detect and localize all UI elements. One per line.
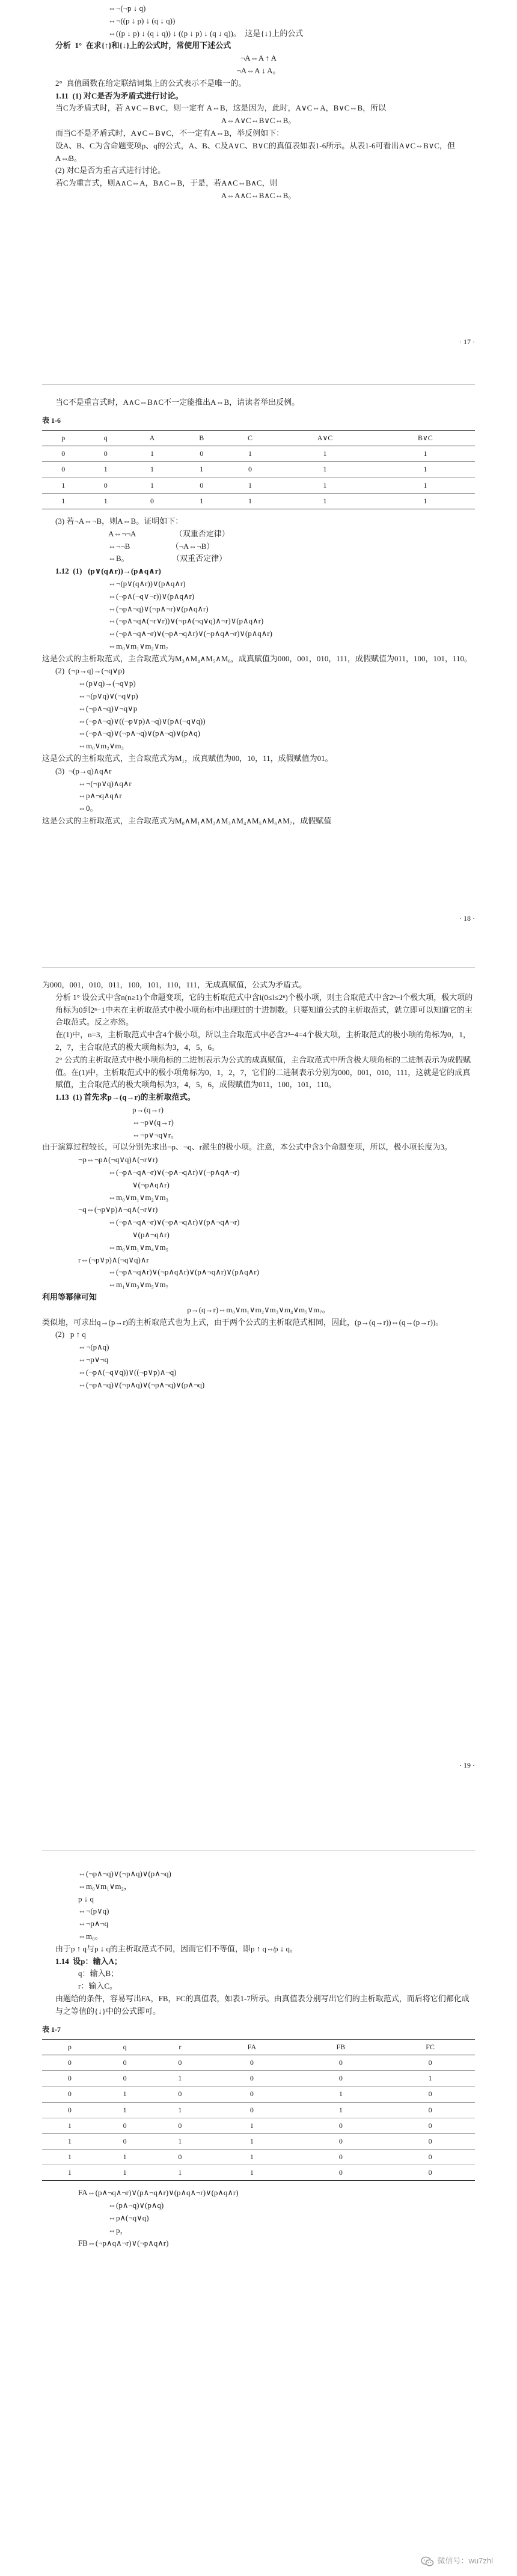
table-header-cell: B∨C xyxy=(376,430,475,446)
paragraph: 2° 真值函数在给定联结词集上的公式表示不是唯一的。 xyxy=(55,78,246,88)
formula-line: ¬q⇔(¬p∨p)∧¬q∧(¬r∨r) xyxy=(78,1205,158,1214)
table-cell: 1 xyxy=(207,2118,296,2133)
formula-line: FA⇔(p∧¬q∧¬r)∨(p∧¬q∧r)∨(p∧q∧¬r)∨(p∧q∧r) xyxy=(78,2188,239,2198)
paragraph: (3) 若¬A⇔¬B，则A⇔B。证明如下： xyxy=(55,516,183,526)
table-header-cell: FC xyxy=(385,2039,475,2055)
formula-line: ⇔(¬p∧(¬q∨¬r))∨(p∧q∧r) xyxy=(108,591,195,601)
table-header-cell: q xyxy=(85,430,127,446)
table-cell: 1 xyxy=(153,2133,208,2149)
formula-line: ⇔(¬p∧¬q)∨(¬p∧¬r)∨(p∧q∧r) xyxy=(108,604,209,613)
formula-line: ⇔¬p∨(q→r) xyxy=(132,1117,174,1127)
table-cell: 0 xyxy=(385,2102,475,2118)
formula-line: ⇔(p∧¬q)∨(p∧q) xyxy=(108,2201,164,2210)
page-19 xyxy=(0,967,517,1850)
formula-line: p→(q→r) xyxy=(132,1105,164,1114)
formula-line: ⇔(¬p∧¬q)∨¬q∨p xyxy=(78,703,138,713)
table-cell: 1 xyxy=(274,493,375,509)
table-cell: 1 xyxy=(85,462,127,477)
table-cell: 1 xyxy=(97,2165,153,2181)
formula-line: ⇔((p ↓ p) ↓ (q ↓ q)) ↓ ((p ↓ p) ↓ (q ↓ q))。 这是{↓}上的公式 xyxy=(108,28,304,38)
table-header-cell: B xyxy=(177,430,226,446)
table-cell: 1 xyxy=(127,477,177,493)
paragraph: 分析 1° 设公式中含n(n≥1)个命题变项，它的主析取范式中含l(0≤l≤2ⁿ)个极小项，则主合取范式中含2ⁿ−l个极大项，极大项的角标为0到2ⁿ−1中未在主析取范式中极小项角标中出现过的十进制数。只要知道公式的主析取范式，就立即可以知道它的主合取范式。反之亦然。 xyxy=(55,992,473,1027)
page-divider xyxy=(42,967,475,968)
table-cell: 0 xyxy=(296,2165,385,2181)
formula-line: r：输入C。 xyxy=(78,1981,118,1991)
table-cell: 1 xyxy=(376,493,475,509)
formula-line: ⇔(¬p∧¬q)∨(¬p∧q)∨(¬p∧¬q)∨(p∧¬q) xyxy=(78,1380,205,1389)
table-cell: 0 xyxy=(153,2118,208,2133)
table-row xyxy=(42,477,475,493)
table-row xyxy=(42,493,475,509)
paragraph: 当C为矛盾式时，若 A∨C⇔B∨C，则一定有 A⇔B，这是因为，此时，A∨C⇔A，B∨C⇔B，所以 xyxy=(55,103,387,113)
page-divider xyxy=(42,384,475,385)
formula-line: ⇔(¬p∧¬q∧¬r)∨(¬p∧¬q∧r)∨(¬p∧q∧¬r) xyxy=(108,1167,240,1177)
table-header-cell: A xyxy=(127,430,177,446)
formula-line: ⇔0。 xyxy=(78,804,98,813)
table-cell: 1 xyxy=(226,493,275,509)
paragraph: 利用等幂律可知 xyxy=(42,1292,97,1302)
table-cell: 0 xyxy=(42,446,85,462)
table-cell: 1 xyxy=(127,446,177,462)
table-row xyxy=(42,2055,475,2070)
table-header-cell: q xyxy=(97,2039,153,2055)
formula-line: ⇔¬p∨¬q xyxy=(78,1354,109,1364)
table-cell: 1 xyxy=(42,2165,97,2181)
table-cell: 1 xyxy=(376,477,475,493)
page-number: · 17 · xyxy=(459,338,475,346)
formula-line: ⇔¬p∧¬q xyxy=(78,1919,109,1929)
table-cell: 1 xyxy=(296,2102,385,2118)
formula-line: ⇔¬(¬p∨q)∧q∧r xyxy=(78,778,132,788)
table-cell: 0 xyxy=(385,2150,475,2165)
formula-line: ⇔m₁∨m₃∨m₅∨m₇ xyxy=(108,1280,169,1290)
paragraph: 这是公式的主析取范式，主合取范式为M₃∧M₄∧M₅∧M₆，成真赋值为000，001，010，111，成假赋值为011，100，101，110。 xyxy=(42,653,472,663)
table-cell: 0 xyxy=(385,2165,475,2181)
table-row xyxy=(42,2087,475,2102)
formula-line: p ↓ q xyxy=(78,1894,94,1903)
table-header-cell: r xyxy=(153,2039,208,2055)
table-cell: 1 xyxy=(385,2071,475,2087)
formula-line: ⇔(¬p∧¬q)∨(¬p∧q)∨(p∧¬q) xyxy=(78,1869,171,1878)
wechat-icon xyxy=(421,2556,434,2567)
formula-line: ⇔p∧(¬q∨q) xyxy=(108,2213,149,2223)
table-cell: 1 xyxy=(97,2087,153,2102)
table-cell: 1 xyxy=(177,493,226,509)
paragraph: 当C不是重言式时，A∧C⇔B∧C不一定能推出A⇔B，请读者举出反例。 xyxy=(55,398,300,407)
table-cell: 1 xyxy=(226,446,275,462)
table-cell: 0 xyxy=(296,2055,385,2070)
table-cell: 0 xyxy=(207,2102,296,2118)
table-caption: 表 1-7 xyxy=(42,2025,61,2034)
problem-heading: 1.12 (1) (p∨(q∧r))→(p∧q∧r) xyxy=(55,566,161,576)
formula-line: ¬A⇔A ↓ A。 xyxy=(236,65,281,75)
table-cell: 1 xyxy=(226,477,275,493)
table-cell: 0 xyxy=(207,2055,296,2070)
table-row xyxy=(42,2165,475,2181)
table-cell: 0 xyxy=(42,2087,97,2102)
formula-line: ⇔m₀∨m₁∨m₄∨m₅ xyxy=(108,1242,169,1252)
page-17 xyxy=(0,0,517,384)
paragraph: 由题给的条件，容易写出FA，FB，FC的真值表，如表1-7所示。由真值表分别写出它们的主析取范式，而后将它们都化成与之等值的{↓}中的公式即可。 xyxy=(55,1993,470,2016)
truth-table-1-6 xyxy=(42,430,475,509)
table-cell: 0 xyxy=(296,2150,385,2165)
formula-line: ⇔(¬p∧¬q∧(¬r∨r))∨(¬p∧(¬q∨q)∧¬r)∨(p∧q∧r) xyxy=(108,616,264,626)
table-header-cell: A∨C xyxy=(274,430,375,446)
formula-line: (2) p ↑ q xyxy=(55,1330,86,1339)
formula-line: ¬A⇔A ↑ A xyxy=(240,53,277,63)
table-header-cell: FA xyxy=(207,2039,296,2055)
watermark xyxy=(421,2555,493,2568)
formula-line: ¬p⇔¬p∧(¬q∨q)∧(¬r∨r) xyxy=(78,1155,158,1165)
formula-line: ⇔(¬p∧(¬q∨q))∨((¬p∨p)∧¬q) xyxy=(78,1367,177,1377)
table-cell: 1 xyxy=(207,2133,296,2149)
formula-line: ⇔p∧¬q∧q∧r xyxy=(78,791,122,801)
table-cell: 0 xyxy=(42,462,85,477)
table-header-cell: C xyxy=(226,430,275,446)
table-cell: 0 xyxy=(85,477,127,493)
formula-line: ∨(p∧¬q∧r) xyxy=(132,1229,170,1239)
problem-heading: 1.11 (1) 对C是否为矛盾式进行讨论。 xyxy=(55,91,183,100)
table-cell: 1 xyxy=(42,477,85,493)
table-cell: 0 xyxy=(42,2102,97,2118)
table-cell: 0 xyxy=(153,2150,208,2165)
formula-line: ⇔(¬p∧¬q)∨((¬p∨p)∧¬q)∨(p∧(¬q∨q)) xyxy=(78,716,206,726)
table-cell: 1 xyxy=(274,462,375,477)
formula-line: r⇔(¬p∨p)∧(¬q∨q)∧r xyxy=(78,1255,149,1264)
table-cell: 0 xyxy=(42,2071,97,2087)
table-cell: 1 xyxy=(42,2118,97,2133)
paragraph: 类似地，可求出q→(p→r)的主析取范式也为上式，由于两个公式的主析取范式相同，因此，(p→(q→r))⇔(q→(p→r))。 xyxy=(42,1317,444,1327)
formula-line: ⇔m₀∨m₁∨m₂∨m₇ xyxy=(108,641,169,650)
formula-line: ⇔m₀∨m₁∨m₂∨m₃ xyxy=(108,1192,169,1202)
paragraph: 在(1)中，n=3，主析取范式中含4个极小项，所以主合取范式中必含2³−4=4个极大项，主析取范式的极小项的角标为0，1，2，7，主合取范式的极大项角标为3，4，5，6。 xyxy=(55,1030,471,1052)
table-cell: 1 xyxy=(42,493,85,509)
table-cell: 1 xyxy=(85,493,127,509)
formula-line: ∨(¬p∧q∧r) xyxy=(132,1180,170,1189)
table-cell: 0 xyxy=(97,2071,153,2087)
table-cell: 0 xyxy=(385,2087,475,2102)
paragraph: 这是公式的主析取范式，主合取范式为M₀∧M₁∧M₂∧M₃∧M₄∧M₅∧M₆∧M₇，成假赋值 xyxy=(42,816,332,826)
formula-line: ⇔¬(¬p ↓ q) xyxy=(108,4,146,13)
table-cell: 0 xyxy=(153,2087,208,2102)
table-cell: 0 xyxy=(42,2055,97,2070)
table-cell: 0 xyxy=(226,462,275,477)
table-cell: 0 xyxy=(296,2071,385,2087)
table-cell: 0 xyxy=(177,446,226,462)
formula-line: ⇔¬(p∨q) xyxy=(78,1906,109,1916)
formula-line: FB⇔(¬p∧q∧¬r)∨(¬p∧q∧r) xyxy=(78,2238,169,2247)
formula-line: ⇔¬¬B （¬A⇔¬B） xyxy=(108,541,215,551)
formula-line: ⇔B。 （双重否定律） xyxy=(108,554,227,563)
table-row xyxy=(42,2133,475,2149)
table-cell: 0 xyxy=(97,2055,153,2070)
paragraph: 而当C不是矛盾式时，A∨C⇔B∨C，不一定有A⇔B，举反例如下： xyxy=(55,128,284,138)
formula-line: ⇔(¬p∧¬q)∨(¬p∧¬q)∨(p∧¬q)∨(p∧q) xyxy=(78,729,200,738)
table-row xyxy=(42,2150,475,2165)
formula-line: ⇔¬p∨¬q∨r。 xyxy=(132,1130,179,1139)
table-row xyxy=(42,2102,475,2118)
table-caption: 表 1-6 xyxy=(42,416,61,425)
table-cell: 1 xyxy=(97,2102,153,2118)
table-header-cell: p xyxy=(42,2039,97,2055)
table-row xyxy=(42,2071,475,2087)
table-cell: 1 xyxy=(42,2150,97,2165)
paragraph: 由于演算过程较长，可以分别先求出¬p、¬q、r派生的极小项。注意，本公式中含3个命题变项，所以，极小项长度为3。 xyxy=(42,1142,452,1152)
table-cell: 0 xyxy=(153,2055,208,2070)
table-cell: 0 xyxy=(127,493,177,509)
paragraph: 若C为重言式，则A∧C⇔A，B∧C⇔B，于是，若A∧C⇔B∧C，则 xyxy=(55,178,278,188)
page-number: · 19 · xyxy=(459,1761,475,1769)
table-cell: 1 xyxy=(153,2102,208,2118)
table-cell: 1 xyxy=(153,2165,208,2181)
table-cell: 1 xyxy=(274,477,375,493)
formula-line: A⇔A∨C⇔B∨C⇔B。 xyxy=(221,116,296,126)
table-cell: 0 xyxy=(385,2055,475,2070)
formula-line: ⇔m₀∨m₁∨m₂， xyxy=(78,1881,132,1891)
table-header-cell: p xyxy=(42,430,85,446)
formula-line: ⇔m₀∨m₂∨m₃ xyxy=(78,741,124,751)
formula-line: p→(q→r)⇔m₀∨m₁∨m₂∨m₃∨m₄∨m₅∨m₇。 xyxy=(187,1305,330,1314)
table-row xyxy=(42,2118,475,2133)
page-18 xyxy=(0,384,517,967)
paragraph: 这是公式的主析取范式，主合取范式为M₁，成真赋值为00，10，11，成假赋值为01。 xyxy=(42,754,333,763)
formula-line: ⇔¬(p∧q) xyxy=(78,1342,109,1352)
table-cell: 1 xyxy=(376,446,475,462)
formula-line: (3) ¬(p→q)∧q∧r xyxy=(55,766,112,775)
formula-line: ⇔¬(p∨(q∧r))∨(p∧q∧r) xyxy=(108,578,186,588)
table-cell: 0 xyxy=(296,2118,385,2133)
paragraph: 为000，001，010，011，100，101，110，111，无成真赋值，公式为矛盾式。 xyxy=(42,980,307,989)
table-cell: 1 xyxy=(127,462,177,477)
table-cell: 1 xyxy=(207,2165,296,2181)
problem-heading: 1.13 (1) 首先求p→(q→r)的主析取范式。 xyxy=(55,1093,195,1102)
table-cell: 0 xyxy=(207,2071,296,2087)
table-header-cell: FB xyxy=(296,2039,385,2055)
table-cell: 1 xyxy=(207,2150,296,2165)
formula-line: A⇔¬¬A （双重否定律） xyxy=(108,529,230,538)
table-cell: 1 xyxy=(274,446,375,462)
formula-line: ⇔(¬p∧¬q∧¬r)∨(¬p∧¬q∧r)∨(¬p∧q∧¬r)∨(p∧q∧r) xyxy=(108,629,272,638)
formula-line: ⇔m₀。 xyxy=(78,1931,103,1941)
page-number: · 18 · xyxy=(459,914,475,923)
watermark-text: 微信号：wu7zhl xyxy=(437,2556,493,2566)
table-cell: 1 xyxy=(296,2087,385,2102)
formula-line: ⇔p， xyxy=(108,2225,128,2235)
table-cell: 0 xyxy=(207,2087,296,2102)
formula-line: ⇔¬((p ↓ p) ↓ (q ↓ q)) xyxy=(108,16,176,25)
table-cell: 1 xyxy=(177,462,226,477)
table-row xyxy=(42,446,475,462)
table-cell: 0 xyxy=(97,2118,153,2133)
table-cell: 0 xyxy=(296,2133,385,2149)
formula-line: A⇔A∧C⇔B∧C⇔B。 xyxy=(221,190,296,200)
paragraph: (2) 对C是否为重言式进行讨论。 xyxy=(55,166,166,175)
table-row xyxy=(42,462,475,477)
table-cell: 0 xyxy=(177,477,226,493)
formula-line: ⇔¬(p∨q)∨(¬q∨p) xyxy=(78,691,138,701)
table-cell: 1 xyxy=(42,2133,97,2149)
paragraph: 设A、B、C为含命题变项p、q的公式，A、B、C及A∨C、B∨C的真值表如表1-6所示。从表1-6可看出A∨C⇔B∨C，但A⇎B。 xyxy=(55,141,455,163)
formula-line: q：输入B； xyxy=(78,1969,119,1978)
paragraph: 2° 公式的主析取范式中极小项角标的二进制表示为公式的成真赋值，主合取范式中所含极大项角标的二进制表示为成假赋值。在(1)中，主析取范式中的极小项角标为0，1，2，7，它们的二进制表示分别为000，001，010，111，这就是它的成真赋值，主合取范式的极大项角标为3，4，5，6，成假赋值为011，100，101，110。 xyxy=(55,1055,471,1089)
page-20 xyxy=(0,1850,517,2576)
table-cell: 0 xyxy=(385,2133,475,2149)
table-cell: 0 xyxy=(97,2133,153,2149)
table-cell: 0 xyxy=(385,2118,475,2133)
table-cell: 1 xyxy=(376,462,475,477)
problem-heading: 1.14 设p：输入A； xyxy=(55,1956,122,1966)
formula-line: ⇔(¬p∧¬q∧¬r)∨(¬p∧¬q∧r)∨(p∧¬q∧¬r) xyxy=(108,1217,240,1227)
paragraph: 由于p ↑ q与p ↓ q的主析取范式不同，因而它们不等值，即p ↑ q⇎p ↓ q。 xyxy=(55,1944,298,1953)
formula-line: ⇔(¬p∧¬q∧r)∨(¬p∧q∧r)∨(p∧¬q∧r)∨(p∧q∧r) xyxy=(108,1267,259,1277)
table-cell: 1 xyxy=(153,2071,208,2087)
analysis-heading: 分析 1° 在求{↑}和{↓}上的公式时，常使用下述公式 xyxy=(55,41,231,50)
formula-line: ⇔(p∨q)→(¬q∨p) xyxy=(78,679,136,688)
table-cell: 1 xyxy=(97,2150,153,2165)
formula-line: (2) (¬p→q)→(¬q∨p) xyxy=(55,666,125,676)
table-cell: 0 xyxy=(85,446,127,462)
truth-table-1-7 xyxy=(42,2039,475,2181)
